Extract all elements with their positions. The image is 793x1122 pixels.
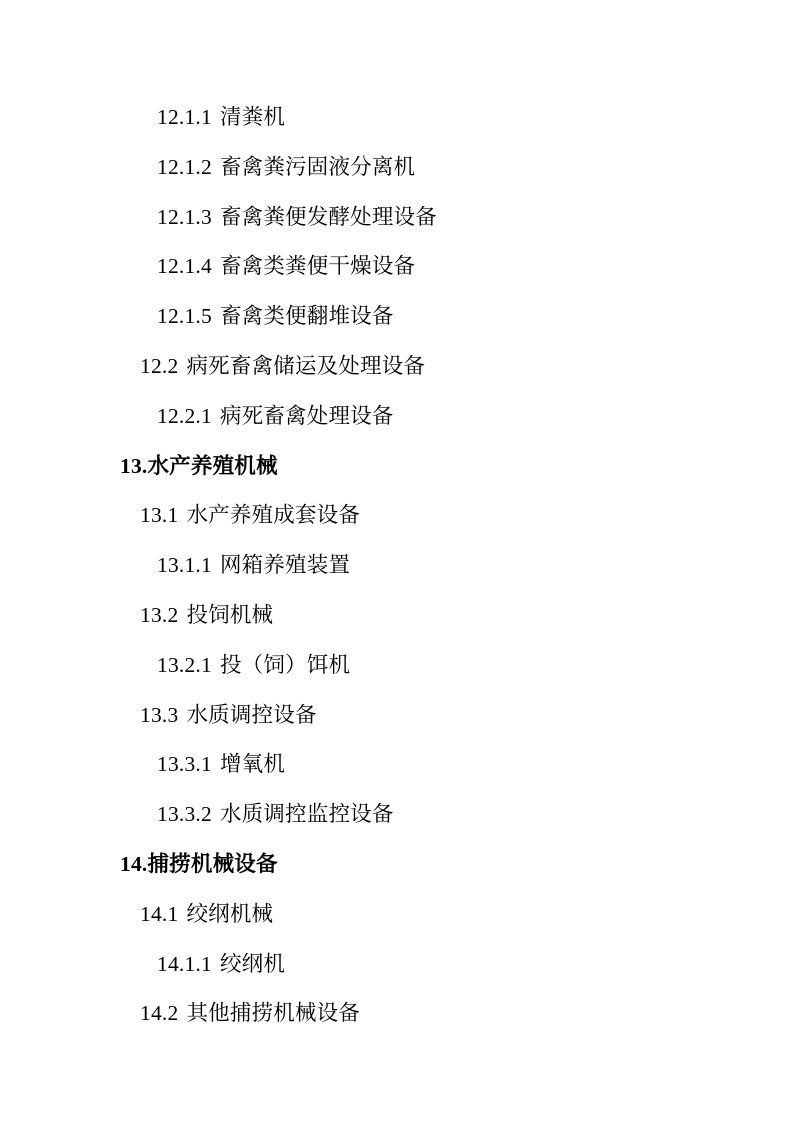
item-13-3 <box>120 691 733 741</box>
item-number: 12.1.5 <box>157 304 212 329</box>
item-label: 水质调控监控设备 <box>219 802 394 827</box>
item-14-2 <box>120 989 733 1039</box>
item-label: 水质调控设备 <box>186 702 317 727</box>
item-number: 14.1.1 <box>157 951 212 976</box>
item-number: 13.3.2 <box>157 802 212 827</box>
item-label: 绞纲机械 <box>186 901 274 926</box>
item-number: 12.1.2 <box>157 154 212 179</box>
item-label: 畜禽粪污固液分离机 <box>219 154 416 179</box>
section-heading-13 <box>120 442 733 492</box>
item-label: 畜禽类便翻堆设备 <box>219 304 394 329</box>
item-number: 13.2 <box>140 602 179 627</box>
item-13-2-1 <box>120 641 733 691</box>
item-number: 13.1.1 <box>157 553 212 578</box>
item-14-1-1 <box>120 940 733 990</box>
section-number: 13. <box>120 453 148 478</box>
item-12-2 <box>120 342 733 392</box>
item-13-3-1 <box>120 740 733 790</box>
item-13-3-2 <box>120 790 733 840</box>
item-number: 14.2 <box>140 1001 179 1026</box>
item-number: 12.1.3 <box>157 204 212 229</box>
item-label: 网箱养殖装置 <box>219 553 351 578</box>
item-12-1-2 <box>120 143 733 193</box>
section-heading-14 <box>120 840 733 890</box>
item-12-2-1 <box>120 392 733 442</box>
item-12-1-1 <box>120 93 733 143</box>
item-label: 水产养殖成套设备 <box>186 503 361 528</box>
item-label: 投（饲）饵机 <box>219 652 351 677</box>
item-number: 12.1.4 <box>157 254 212 279</box>
section-title: 捕捞机械设备 <box>147 851 278 876</box>
item-number: 13.2.1 <box>157 652 212 677</box>
item-label: 病死畜禽处理设备 <box>219 403 394 428</box>
item-label: 增氧机 <box>219 752 286 777</box>
item-label: 畜禽类粪便干燥设备 <box>219 254 416 279</box>
item-13-2 <box>120 591 733 641</box>
item-label: 其他捕捞机械设备 <box>186 1001 361 1026</box>
item-label: 清粪机 <box>219 105 286 129</box>
section-title: 水产养殖机械 <box>147 453 278 478</box>
item-number: 14.1 <box>140 901 179 926</box>
item-number: 12.1.1 <box>157 105 212 129</box>
item-14-1 <box>120 890 733 940</box>
item-label: 畜禽粪便发酵处理设备 <box>219 204 437 229</box>
item-13-1 <box>120 491 733 541</box>
item-number: 13.1 <box>140 503 179 528</box>
item-number: 12.2 <box>140 353 179 378</box>
item-13-1-1 <box>120 541 733 591</box>
item-number: 13.3.1 <box>157 752 212 777</box>
section-number: 14. <box>120 851 148 876</box>
item-label: 病死畜禽储运及处理设备 <box>186 353 426 378</box>
item-12-1-3 <box>120 193 733 243</box>
item-12-1-4 <box>120 242 733 292</box>
item-label: 绞纲机 <box>219 951 286 976</box>
item-number: 13.3 <box>140 702 179 727</box>
item-12-1-5 <box>120 292 733 342</box>
item-label: 投饲机械 <box>186 602 274 627</box>
item-number: 12.2.1 <box>157 403 212 428</box>
